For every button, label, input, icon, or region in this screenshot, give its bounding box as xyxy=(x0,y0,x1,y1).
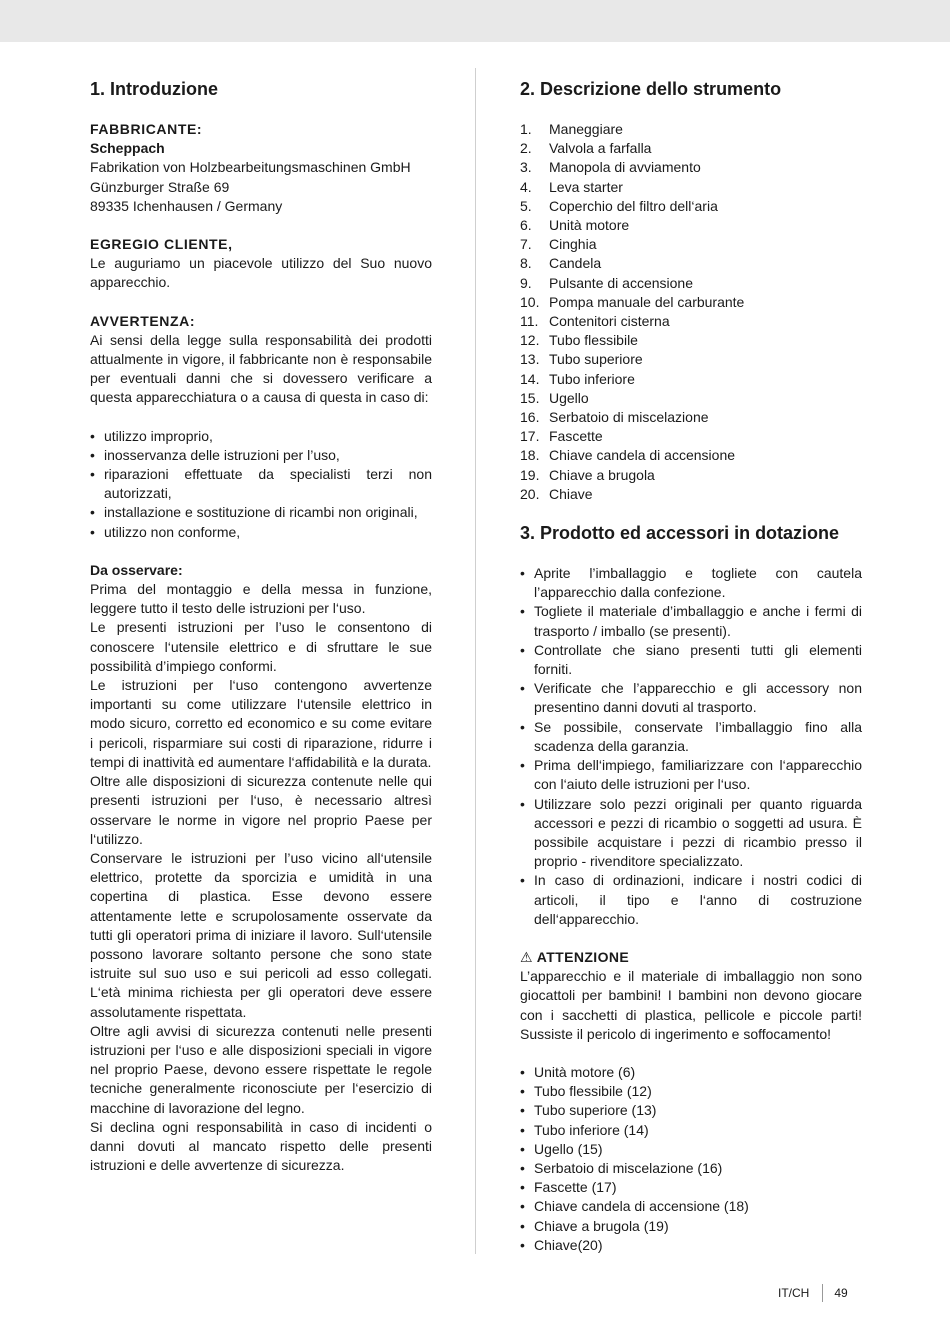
manufacturer-line: 89335 Ichenhausen / Germany xyxy=(90,197,283,214)
observe-label: Da osservare: xyxy=(90,561,183,578)
list-item: 17. Fascette xyxy=(520,428,603,445)
warning-text: Ai sensi della legge sulla responsabilità dei prodotti attualmente in vigore, il fabbricante non è responsabile per eventuali danni che si dovessero verificare a questa apparecchiatura o a causa di questa in caso di: xyxy=(90,331,432,406)
observe-paragraph: Le istruzioni per l‘uso contengono avvertenze importanti su come utilizzare l‘utensile elettrico in modo sicuro, corretto ed economico e su come evitare i pericoli, risparmiare sui costi di riparazione, ridurre i tempi di inattività ed aumentare l‘affidabilità e la durata. xyxy=(90,677,432,770)
list-item: • installazione e sostituzione di ricambi non originali, xyxy=(90,503,432,522)
list-item: • utilizzo improprio, xyxy=(90,427,432,446)
list-item: • Chiave a brugola (19) xyxy=(520,1217,862,1236)
list-item: • Serbatoio di miscelazione (16) xyxy=(520,1159,862,1178)
unpacking-steps xyxy=(520,564,862,929)
observe-paragraph: Le presenti istruzioni per l’uso le consentono di conoscere l‘utensile elettrico e di sfruttare le sue possibilità d’impiego conformi. xyxy=(90,619,432,674)
manufacturer-line: Fabrikation von Holzbearbeitungsmaschinen GmbH xyxy=(90,159,411,176)
list-item: 6. Unità motore xyxy=(520,217,630,234)
manufacturer-line: Günzburger Straße 69 xyxy=(90,178,230,195)
list-item: 12. Tubo flessibile xyxy=(520,332,638,349)
list-item: 18. Chiave candela di accensione xyxy=(520,447,736,464)
list-item: • Chiave candela di accensione (18) xyxy=(520,1197,862,1216)
list-item: 2. Valvola a farfalla xyxy=(520,140,652,157)
list-item: • inosservanza delle istruzioni per l’uso, xyxy=(90,446,432,465)
list-item: • Controllate che siano presenti tutti gli elementi forniti. xyxy=(520,641,862,679)
top-band xyxy=(0,0,950,42)
list-item: 8. Candela xyxy=(520,255,602,272)
list-item: • Togliete il materiale d’imballaggio e anche i fermi di trasporto / imballo (se presenti). xyxy=(520,602,862,640)
list-item: • Se possibile, conservate l’imballaggio fino alla scadenza della garanzia. xyxy=(520,718,862,756)
warning-label: AVVERTENZA: xyxy=(90,312,196,329)
page-footer xyxy=(778,1284,848,1302)
list-item: • Tubo superiore (13) xyxy=(520,1101,862,1120)
section-3-heading: 3. Prodotto ed accessori in dotazione xyxy=(520,523,840,544)
parts-list xyxy=(520,120,862,504)
list-item: • utilizzo non conforme, xyxy=(90,523,432,542)
list-item: • Chiave(20) xyxy=(520,1236,862,1255)
dear-customer-label: EGREGIO CLIENTE, xyxy=(90,236,233,253)
observe-paragraph: Prima del montaggio e della messa in funzione, leggere tutto il testo delle istruzioni per l‘uso. xyxy=(90,581,432,617)
list-item: • riparazioni effettuate da specialisti terzi non autorizzati, xyxy=(90,465,432,503)
section-1-heading: 1. Introduzione xyxy=(90,79,218,99)
left-column xyxy=(90,78,432,1175)
list-item: 4. Leva starter xyxy=(520,178,623,195)
list-item: 10. Pompa manuale del carburante xyxy=(520,293,745,310)
list-item: 19. Chiave a brugola xyxy=(520,466,655,483)
list-item: • Fascette (17) xyxy=(520,1178,862,1197)
list-item: 20. Chiave xyxy=(520,485,593,502)
list-item: • Utilizzare solo pezzi originali per quanto riguarda accessori e pezzi di ricambio o soggetti ad usura. È possibile acquistare i pezzi di ricambio presso il proprio - rivenditore specializzato. xyxy=(520,795,862,872)
supplied-items-list xyxy=(520,1063,862,1255)
footer-separator xyxy=(822,1284,823,1302)
observe-paragraph: Oltre alle disposizioni di sicurezza contenute nelle qui presenti istruzioni per l‘uso, è necessario altresì osservare le norme in vigore nel proprio Paese per l‘utilizzo. xyxy=(90,773,432,847)
section-2-heading: 2. Descrizione dello strumento xyxy=(520,79,782,99)
dear-customer-text: Le auguriamo un piacevole utilizzo del Suo nuovo apparecchio. xyxy=(90,255,432,291)
page-number: 49 xyxy=(834,1286,848,1300)
language-code: IT/CH xyxy=(778,1286,810,1300)
attention-heading: ⚠ ATTENZIONE xyxy=(520,948,630,965)
list-item: 15. Ugello xyxy=(520,389,589,406)
list-item: 3. Manopola di avviamento xyxy=(520,159,701,176)
list-item: • Prima dell‘impiego, familiarizzare con l‘apparecchio con l‘aiuto delle istruzioni per l‘uso. xyxy=(520,756,862,794)
list-item: 16. Serbatoio di miscelazione xyxy=(520,409,709,426)
warning-triangle-icon: ⚠ xyxy=(520,948,533,965)
attention-text: L’apparecchio e il materiale di imballaggio non sono giocattoli per bambini! I bambini non devono giocare con i sacchetti di plastica, pellicole e piccole parti! Sussiste il pericolo di ingerimento e soffocamento! xyxy=(520,968,862,1042)
list-item: 1. Maneggiare xyxy=(520,121,623,137)
list-item: • Unità motore (6) xyxy=(520,1063,862,1082)
list-item: 7. Cinghia xyxy=(520,236,597,253)
right-column xyxy=(520,78,862,1255)
list-item: 9. Pulsante di accensione xyxy=(520,274,693,291)
list-item: 11. Contenitori cisterna xyxy=(520,313,670,330)
list-item: • Ugello (15) xyxy=(520,1140,862,1159)
manufacturer-label: FABBRICANTE: xyxy=(90,121,203,137)
manufacturer-name: Scheppach xyxy=(90,140,165,157)
warning-list xyxy=(90,427,432,542)
list-item: 5. Coperchio del filtro dell‘aria xyxy=(520,197,718,214)
list-item: • In caso di ordinazioni, indicare i nostri codici di articoli, il tipo e l‘anno di costruzione dell‘apparecchio. xyxy=(520,871,862,929)
list-item: 13. Tubo superiore xyxy=(520,351,643,368)
observe-paragraph: Si declina ogni responsabilità in caso di incidenti o danni dovuti al mancato rispetto delle presenti istruzioni e delle avvertenze di sicurezza. xyxy=(90,1118,432,1174)
list-item: 14. Tubo inferiore xyxy=(520,370,635,387)
observe-paragraph: Conservare le istruzioni per l’uso vicino all‘utensile elettrico, protette da sporcizia e umidità in una copertina di plastica. Esse devono essere attentamente lette e scrupolosamente osservate da tutti gli operatori prima di iniziare il lavoro. Sull‘utensile possono lavorare soltanto persone che sono state istruite sul suo uso e sui pericoli ad esso collegati. L‘età minima richiesta per gli operatori deve essere assolutamente rispettata. xyxy=(90,849,432,1020)
column-divider xyxy=(475,68,476,1254)
observe-paragraph: Oltre agli avvisi di sicurezza contenuti nelle presenti istruzioni per l‘uso e alle disposizioni speciali in vigore nel proprio Paese, devono essere rispettate le regole tecniche generalmente riconosciute per l‘esercizio di macchine di lavorazione del legno. xyxy=(90,1022,432,1116)
list-item: • Aprite l’imballaggio e togliete con cautela l’apparecchio dalla confezione. xyxy=(520,564,862,602)
list-item: • Tubo flessibile (12) xyxy=(520,1082,862,1101)
list-item: • Verificate che l’apparecchio e gli accessory non presentino danni dovuti al trasporto. xyxy=(520,679,862,717)
list-item: • Tubo inferiore (14) xyxy=(520,1121,862,1140)
